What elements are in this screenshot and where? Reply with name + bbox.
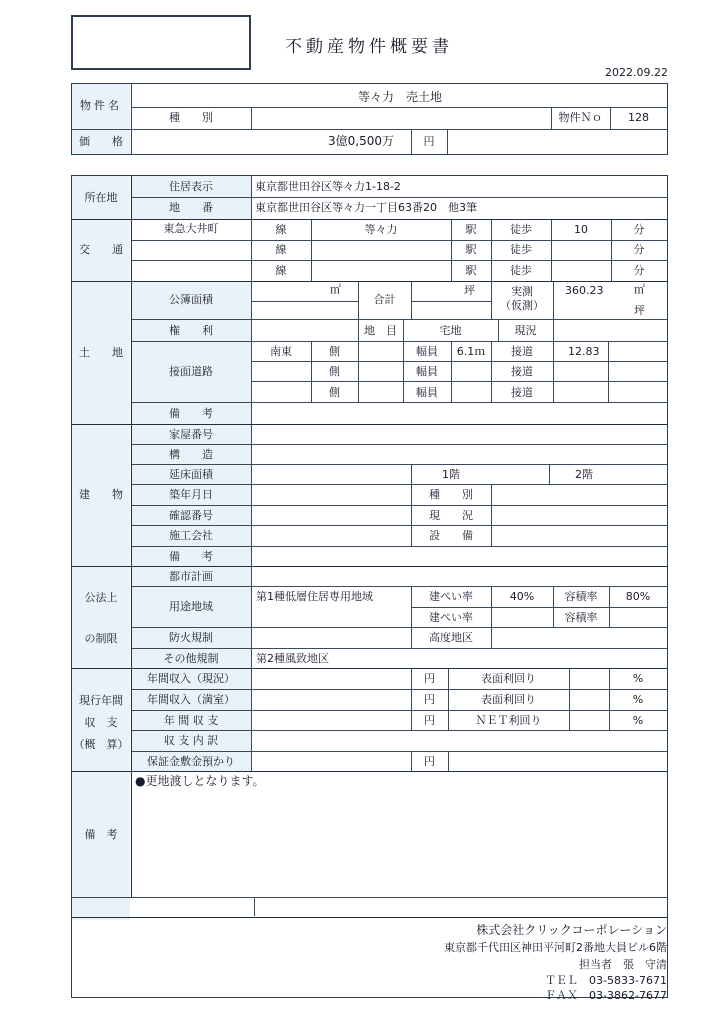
survey-tsubo-unit: 坪 (634, 304, 645, 317)
transport-walk-label: 徒歩 (510, 223, 532, 236)
road-frontage: 12.83 (568, 345, 600, 358)
price-label: 価 格 (79, 135, 123, 148)
equipment-label: 設 備 (429, 529, 473, 542)
transport-station: 等々力 (364, 223, 398, 236)
price-unit: 円 (423, 135, 435, 148)
road-side-label: 側 (329, 386, 340, 399)
row-divider (131, 484, 667, 485)
row-divider (131, 341, 667, 342)
transport-section-label: 交 通 (79, 243, 123, 256)
row-divider (251, 361, 667, 362)
income-section-label-2: 収 支 (84, 716, 118, 729)
net-yield-label: ＮＥＴ利回り (475, 714, 542, 727)
far-label: 容積率 (564, 590, 598, 603)
row-divider (251, 381, 667, 382)
percent-unit: % (632, 693, 644, 706)
breakdown-label: 収 支 内 訳 (163, 734, 219, 747)
property-no-label: 物件Ｎｏ (558, 111, 603, 124)
section-separator (72, 771, 667, 772)
property-name-label: 物件名 (80, 99, 122, 112)
address-value: 東京都世田谷区等々力1-18-2 (255, 180, 401, 193)
building-section-label: 建 物 (79, 488, 123, 501)
yen-unit: 円 (424, 755, 435, 768)
lot-value: 東京都世田谷区等々力一丁目63番20 他3筆 (255, 201, 477, 214)
property-name: 等々力 売土地 (357, 90, 442, 104)
row-divider (131, 730, 667, 731)
regulation-section-label-2: の制限 (84, 632, 118, 645)
company-address: 東京都千代田区神田平河町2番地大員ビル6階 (444, 941, 667, 954)
house-no-label: 家屋番号 (169, 428, 213, 441)
summary-divider (131, 107, 667, 108)
company-person: 担当者 張 守清 (579, 958, 667, 971)
row-divider (411, 301, 491, 302)
zoning-label: 用途地域 (169, 600, 213, 613)
section-separator (72, 897, 667, 898)
transport-station-label: 駅 (465, 264, 477, 277)
row-divider (131, 240, 667, 241)
annual-full-label: 年間収入（満室） (147, 693, 235, 706)
transport-min-label: 分 (633, 243, 645, 256)
transport-walk-label: 徒歩 (510, 264, 532, 277)
company-name: 株式会社クリックコーポレーション (476, 923, 667, 937)
row-divider (131, 648, 667, 649)
floor1-label: 1階 (442, 468, 460, 481)
row-divider (131, 260, 667, 261)
register-sqm-unit: ㎡ (330, 283, 341, 296)
road-side-label: 側 (329, 365, 340, 378)
section-separator (72, 566, 667, 567)
gross-yield-label-2: 表面利回り (481, 693, 536, 706)
road-direction: 南東 (270, 345, 292, 358)
height-district-label: 高度地区 (429, 631, 473, 644)
row-divider (131, 505, 667, 506)
structure-label: 構 造 (169, 448, 213, 461)
summary-divider (251, 108, 252, 129)
summary-divider (447, 130, 448, 154)
section-separator (72, 668, 667, 669)
land-notes-label: 備 考 (169, 407, 213, 420)
confirm-no-label: 確認番号 (169, 509, 213, 522)
road-width-label: 幅員 (416, 345, 438, 358)
price-value: 3億0,500万 (328, 134, 394, 148)
remarks-label: 備 考 (84, 828, 118, 841)
transport-line-label: 線 (275, 243, 287, 256)
floor2-label: 2階 (575, 468, 593, 481)
survey-label: 実測 (511, 285, 533, 298)
row-divider (131, 751, 667, 752)
col-divider (608, 342, 609, 402)
annual-current-label: 年間収入（現況） (147, 672, 235, 685)
building-notes-label: 備 考 (169, 550, 213, 563)
transport-line: 東急大井町 (163, 222, 219, 235)
coverage-value: 40% (509, 590, 535, 603)
lot-label: 地 番 (169, 201, 213, 214)
row-divider (131, 710, 667, 711)
col-divider (491, 485, 492, 546)
road-frontage-label: 接道 (511, 365, 533, 378)
road-width-label: 幅員 (416, 386, 438, 399)
land-section-label: 土 地 (79, 346, 123, 359)
section-separator (72, 219, 667, 220)
road-frontage-label: 接道 (511, 386, 533, 399)
land-status-label: 現況 (514, 324, 537, 337)
road-label: 接面道路 (169, 365, 213, 378)
land-category: 宅地 (439, 324, 462, 337)
deposit-label: 保証金敷金預かり (147, 755, 235, 768)
yen-unit: 円 (424, 693, 435, 706)
row-divider (411, 607, 667, 608)
transport-line-label: 線 (275, 223, 287, 236)
road-width: 6.1ｍ (456, 345, 486, 358)
percent-unit: % (632, 672, 644, 685)
far-label-2: 容積率 (564, 611, 598, 624)
col-divider (448, 752, 449, 771)
building-status-label: 現 況 (429, 509, 473, 522)
transport-min-label: 分 (633, 223, 645, 236)
survey-label-2: （仮測） (500, 299, 544, 312)
transport-line-label: 線 (275, 264, 287, 277)
income-section-label-3: （概 算） (73, 738, 129, 751)
far-value: 80% (625, 590, 651, 603)
transport-station-label: 駅 (465, 223, 477, 236)
row-divider (131, 464, 667, 465)
document-date: 2022.09.22 (605, 66, 668, 79)
col-divider (411, 282, 412, 320)
document-title: 不動産物件概要書 (285, 37, 453, 57)
section-header-column (72, 176, 130, 920)
row-divider (251, 301, 358, 302)
income-section-label-1: 現行年間 (79, 694, 123, 707)
remarks-text: ●更地渡しとなります。 (135, 774, 265, 788)
table-divider (254, 898, 255, 916)
row-divider (131, 444, 667, 445)
summary-divider (72, 129, 667, 130)
built-date-label: 築年月日 (169, 488, 213, 501)
register-area-label: 公簿面積 (169, 293, 213, 306)
yen-unit: 円 (424, 714, 435, 727)
row-divider (131, 525, 667, 526)
yen-unit: 円 (424, 672, 435, 685)
transport-walk-label: 徒歩 (510, 243, 532, 256)
col-divider (358, 342, 359, 402)
road-side-label: 側 (329, 345, 340, 358)
stamp-box (71, 15, 251, 70)
city-plan-label: 都市計画 (169, 570, 213, 583)
row-divider (131, 627, 667, 628)
col-divider (553, 282, 554, 402)
coverage-label: 建ぺい率 (429, 590, 473, 603)
survey-sqm: 360.23 (565, 284, 604, 297)
percent-unit: % (632, 714, 644, 727)
survey-sqm-unit: ㎡ (634, 283, 645, 296)
location-section-label: 所在地 (84, 191, 118, 204)
row-divider (131, 197, 667, 198)
total-label: 合計 (373, 293, 396, 306)
property-no: 128 (628, 111, 649, 124)
col-divider (569, 669, 570, 730)
section-separator (72, 424, 667, 425)
company-fax: ＦＡＸ 03-3862-7677 (545, 989, 667, 1002)
land-category-label: 地 目 (364, 324, 397, 337)
fire-label: 防火規制 (169, 631, 213, 644)
address-label: 住居表示 (169, 180, 213, 193)
road-frontage-label: 接道 (511, 345, 533, 358)
section-separator (72, 281, 667, 282)
road-width-label: 幅員 (416, 365, 438, 378)
zoning-value: 第1種低層住居専用地域 (256, 590, 373, 603)
row-divider (131, 586, 667, 587)
other-regulation-label: その他規制 (163, 652, 219, 665)
gross-yield-label: 表面利回り (481, 672, 536, 685)
floor-area-label: 延床面積 (169, 468, 213, 481)
coverage-label-2: 建ぺい率 (429, 611, 473, 624)
transport-station-label: 駅 (465, 243, 477, 256)
regulation-section-label-1: 公法上 (84, 591, 118, 604)
row-divider (131, 402, 667, 403)
company-tel: ＴＥＬ 03-5833-7671 (545, 974, 667, 987)
row-divider (131, 546, 667, 547)
row-divider (131, 319, 667, 320)
transport-min-label: 分 (633, 264, 645, 277)
transport-walk: 10 (574, 223, 588, 236)
total-tsubo-unit: 坪 (464, 284, 475, 297)
other-regulation-value: 第2種風致地区 (256, 652, 329, 665)
section-separator (72, 917, 667, 918)
rights-label: 権 利 (169, 324, 213, 337)
building-kind-label: 種 別 (429, 488, 473, 501)
row-divider (131, 689, 667, 690)
builder-label: 施工会社 (169, 529, 213, 542)
type-label: 種 別 (169, 111, 213, 124)
annual-balance-label: 年 間 収 支 (163, 714, 219, 727)
